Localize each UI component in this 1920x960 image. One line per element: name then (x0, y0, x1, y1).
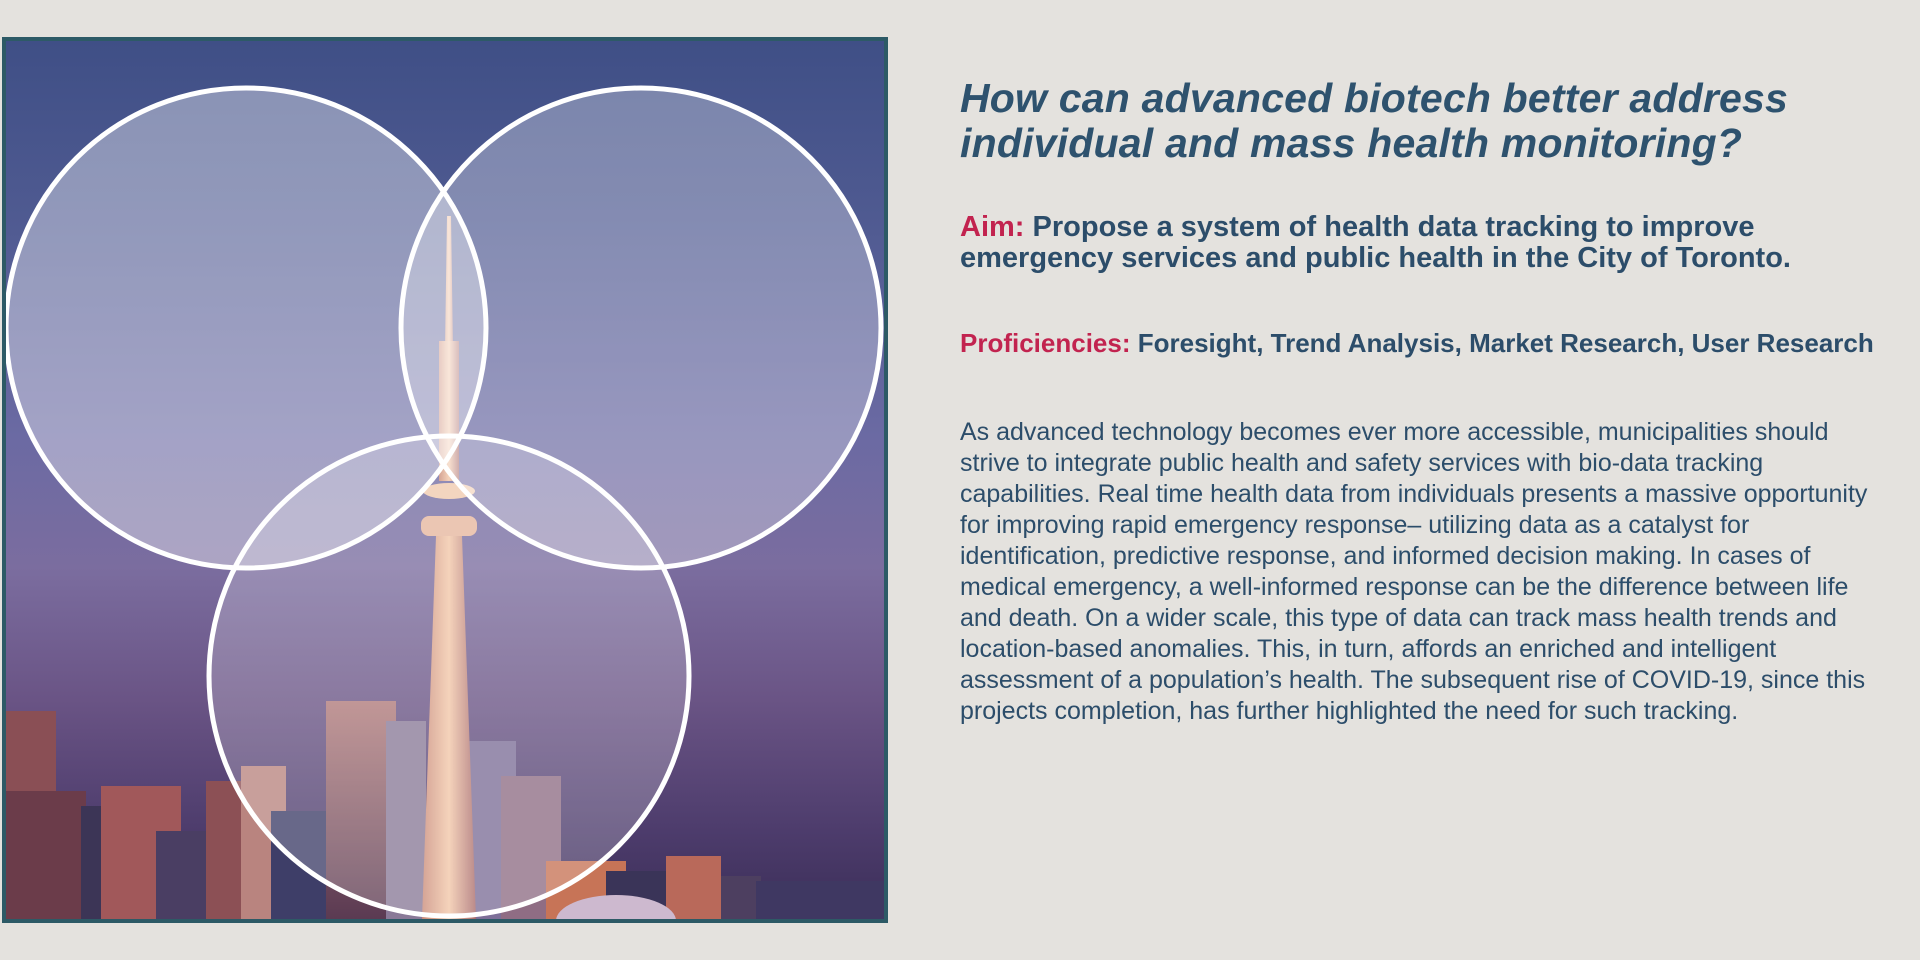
page-title: How can advanced biotech better address individual and mass health monitoring? (960, 75, 1789, 166)
aim-text: Propose a system of health data tracking to improve emergency services and public health in the City of Toronto. (960, 211, 1791, 274)
aim-label: Aim: (960, 211, 1025, 243)
proficiencies-label: Proficiencies: (960, 328, 1131, 358)
proficiencies-text: Foresight, Trend Analysis, Market Research, User Research (1137, 328, 1874, 358)
proficiencies-paragraph (960, 330, 1890, 357)
toronto-skyline-image (2, 37, 888, 923)
cn-tower-venn-icon (6, 41, 884, 919)
body-paragraph: As advanced technology becomes ever more accessible, municipalities should strive to integrate public health and safety services with bio-data tracking capabilities. Real time health data from individuals presents a massive opportunity for improving rapid emergency response– utilizing data as a catalyst for identification, predictive response, and informed decision making. In cases of medical emergency, a well-informed response can be the difference between life and death. On a wider scale, this type of data can track mass health trends and location-based anomalies. This, in turn, affords an enriched and intelligent assessment of a population’s health. The subsequent rise of COVID-19, since this projects completion, has further highlighted the need for such tracking. (960, 418, 1868, 725)
aim-paragraph (960, 212, 1890, 274)
text-column (960, 76, 1890, 727)
